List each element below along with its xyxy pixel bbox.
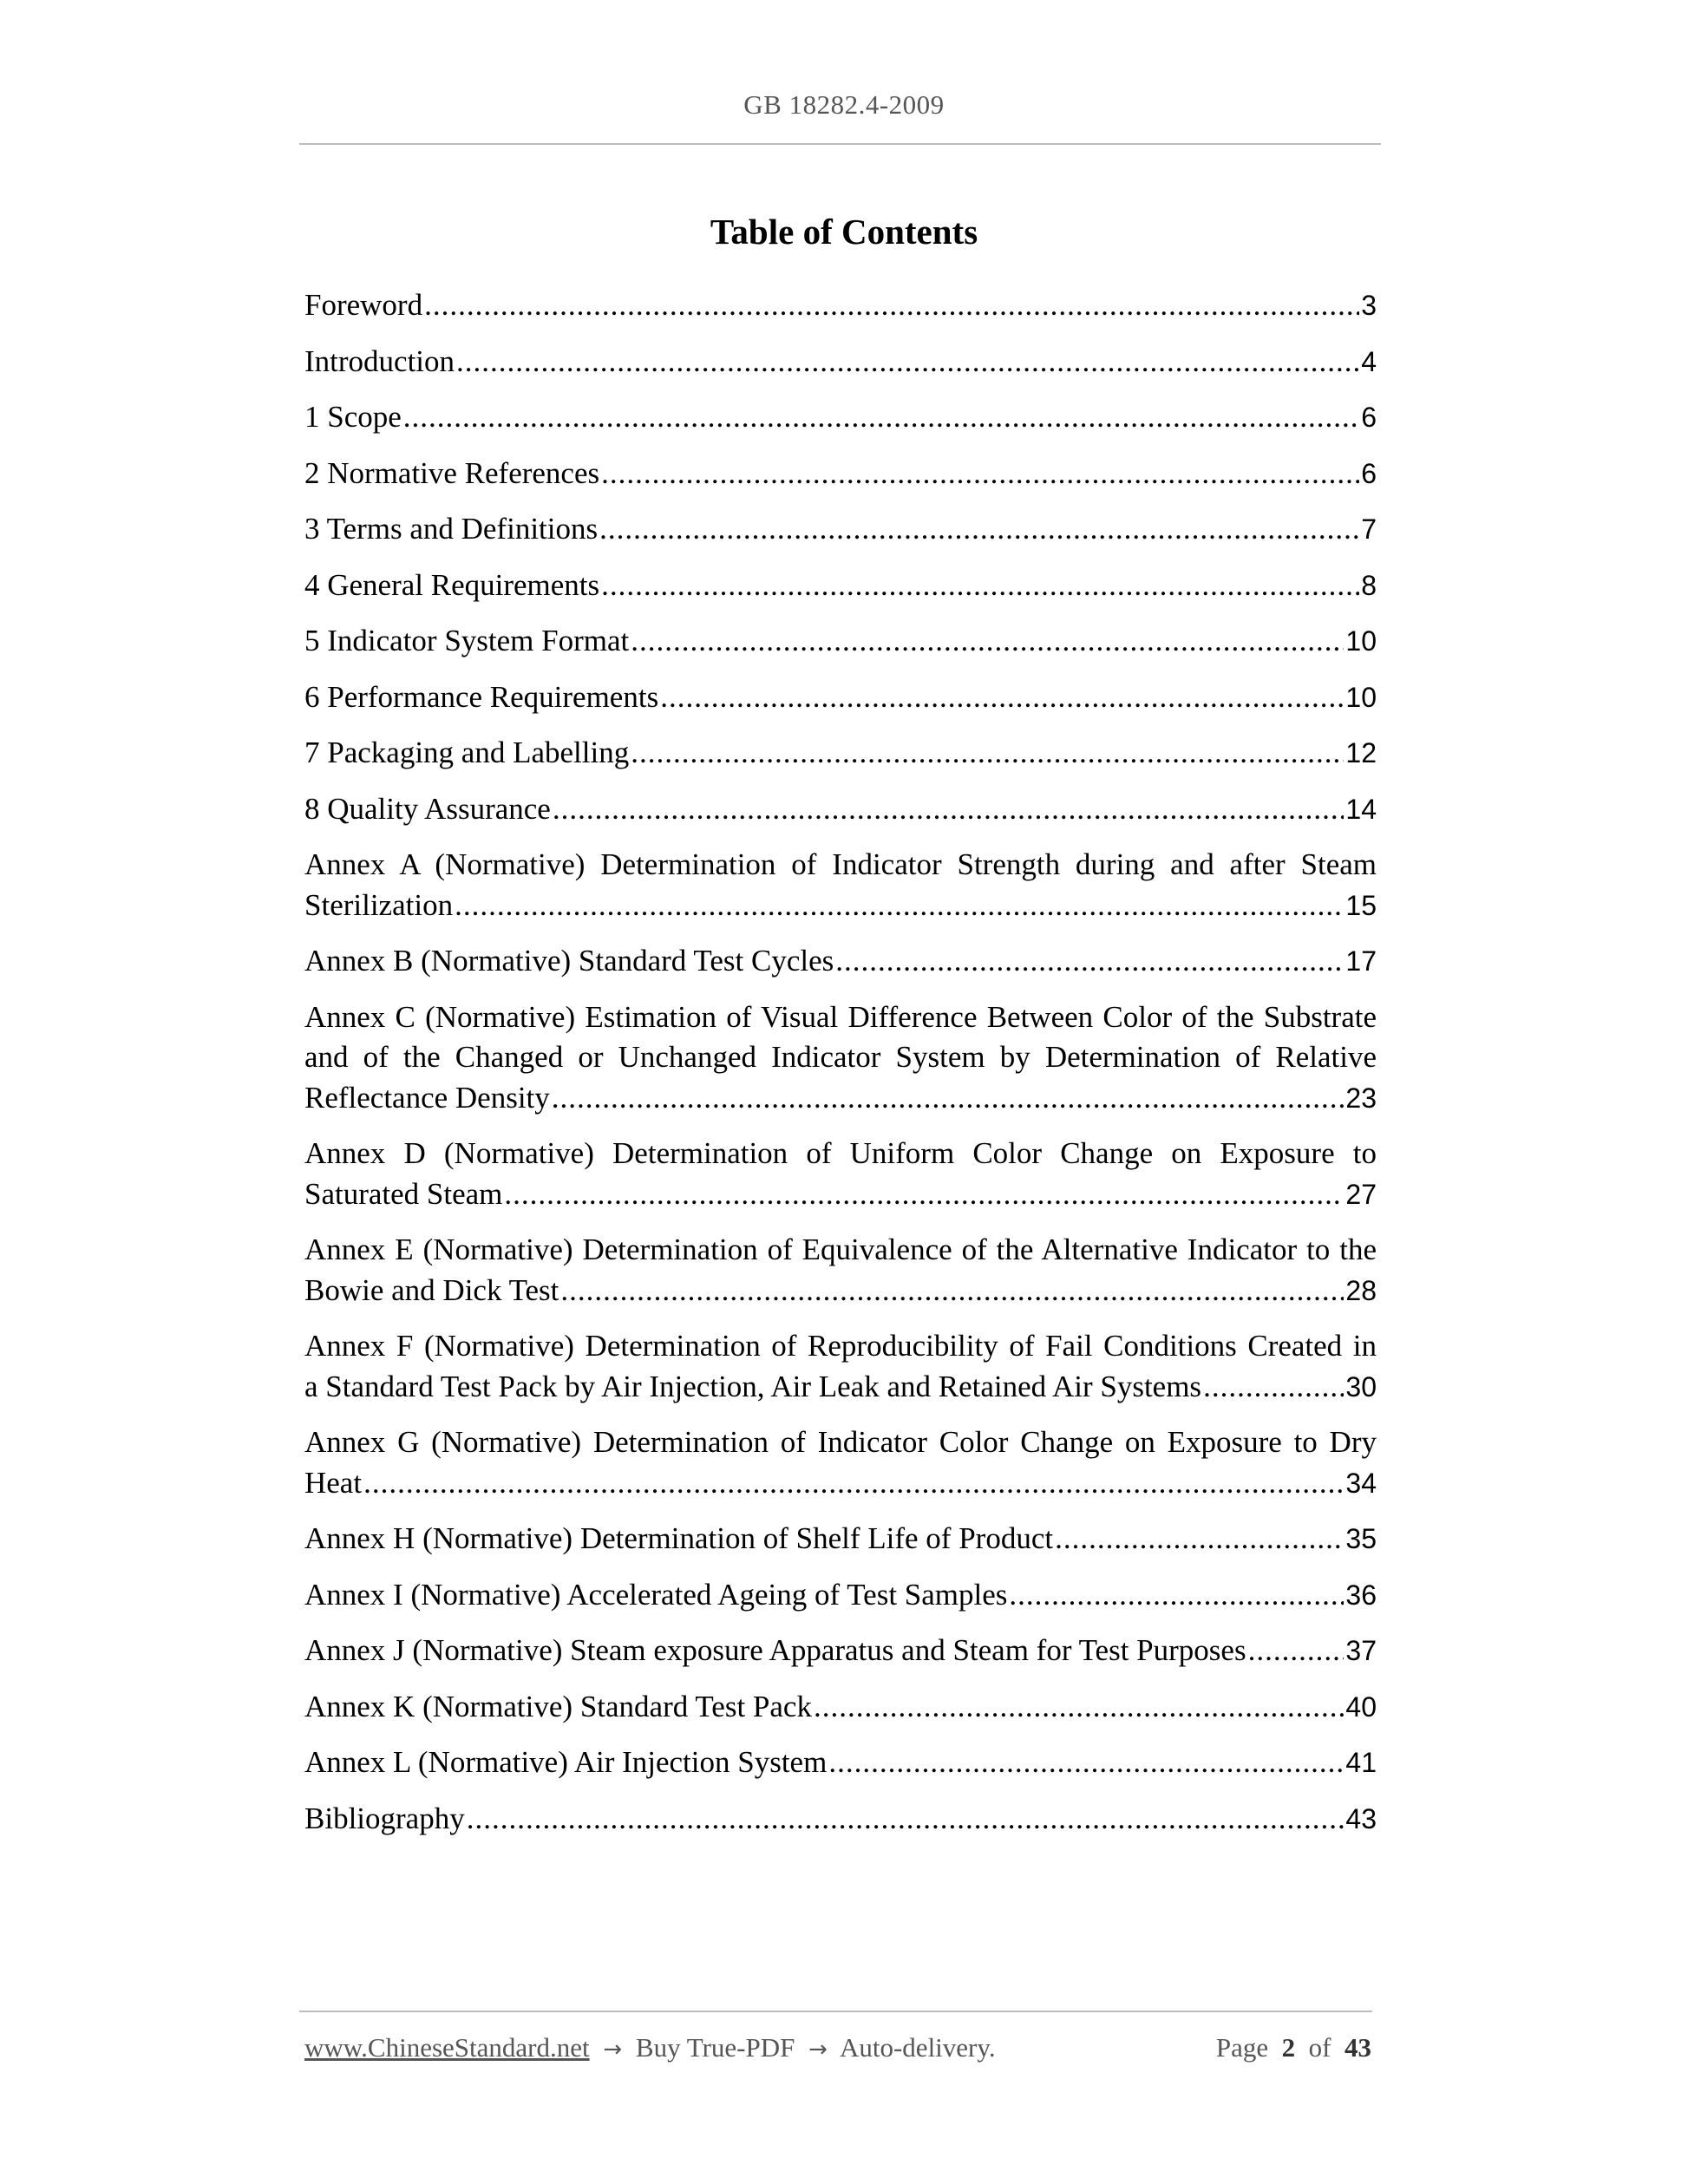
toc-entry-lead-text: Annex G (Normative) Determination of Indicator Color Change on Exposure to Dry bbox=[304, 1425, 1377, 1459]
toc-entry-page-number: 4 bbox=[1361, 345, 1377, 377]
page-footer bbox=[304, 2032, 1371, 2063]
toc-entry[interactable] bbox=[304, 285, 1377, 326]
toc-entry[interactable] bbox=[304, 1134, 1377, 1214]
toc-entry-page-number: 7 bbox=[1361, 513, 1377, 545]
toc-entry-page-number: 3 bbox=[1361, 290, 1377, 321]
toc-entry-page-number: 41 bbox=[1345, 1747, 1377, 1778]
toc-dot-leader bbox=[455, 886, 1344, 926]
toc-entry-lead-text: Annex C (Normative) Estimation of Visual Difference Between Color of the Substrate and of the Changed or Unchanged Indicator System by Determination of Relative bbox=[304, 999, 1377, 1074]
toc-dot-leader bbox=[601, 566, 1359, 606]
toc-entry-title: Annex I (Normative) Accelerated Ageing of Test Samples bbox=[304, 1577, 1008, 1612]
toc-dot-leader bbox=[363, 1463, 1344, 1504]
toc-entry-page-number: 6 bbox=[1361, 402, 1377, 433]
toc-entry-title: 4 General Requirements bbox=[304, 567, 600, 602]
page-word: Page bbox=[1215, 2032, 1269, 2063]
toc-entry-line bbox=[304, 342, 1377, 383]
toc-entry-lead-text: Annex A (Normative) Determination of Indicator Strength during and after Steam bbox=[304, 847, 1377, 881]
toc-dot-leader bbox=[601, 454, 1359, 494]
toc-entry-title: Heat bbox=[304, 1465, 363, 1500]
website-link[interactable]: www.ChineseStandard.net bbox=[304, 2032, 590, 2063]
toc-entry-title: 2 Normative References bbox=[304, 455, 600, 490]
toc-entry-page-number: 36 bbox=[1345, 1579, 1377, 1611]
toc-entry[interactable] bbox=[304, 1743, 1377, 1783]
toc-dot-leader bbox=[1203, 1367, 1344, 1408]
table-of-contents bbox=[304, 285, 1377, 1854]
toc-entry-page-number: 43 bbox=[1345, 1802, 1377, 1834]
toc-entry[interactable] bbox=[304, 677, 1377, 718]
toc-title: Table of Contents bbox=[710, 212, 978, 252]
toc-entry[interactable] bbox=[304, 1519, 1377, 1560]
toc-entry-title: Foreword bbox=[304, 288, 423, 322]
toc-entry-line bbox=[304, 1367, 1377, 1408]
toc-dot-leader bbox=[599, 509, 1359, 550]
toc-entry-page-number: 15 bbox=[1345, 889, 1377, 921]
toc-dot-leader bbox=[631, 621, 1344, 662]
toc-entry-page-number: 12 bbox=[1345, 737, 1377, 768]
toc-entry-line bbox=[304, 941, 1377, 982]
toc-entry-line bbox=[304, 1519, 1377, 1560]
toc-entry-title: 5 Indicator System Format bbox=[304, 624, 630, 657]
toc-entry-page-number: 28 bbox=[1345, 1274, 1377, 1306]
toc-entry-page-number: 6 bbox=[1361, 457, 1377, 489]
toc-entry-title: Annex J (Normative) Steam exposure Apparatus and Steam for Test Purposes bbox=[304, 1633, 1246, 1667]
auto-delivery-text: Auto-delivery. bbox=[839, 2032, 996, 2063]
toc-entry[interactable] bbox=[304, 997, 1377, 1119]
toc-dot-leader bbox=[1248, 1631, 1345, 1671]
toc-entry-title: 7 Packaging and Labelling bbox=[304, 736, 630, 769]
toc-entry-line bbox=[304, 1799, 1377, 1840]
toc-entry-lead-text: Annex D (Normative) Determination of Uniform Color Change on Exposure to bbox=[304, 1136, 1377, 1170]
toc-entry-line bbox=[304, 566, 1377, 606]
toc-dot-leader bbox=[660, 677, 1344, 718]
toc-entry[interactable] bbox=[304, 1422, 1377, 1503]
current-page: 2 bbox=[1281, 2032, 1296, 2063]
toc-entry-page-number: 27 bbox=[1345, 1178, 1377, 1210]
toc-entry[interactable] bbox=[304, 1230, 1377, 1311]
toc-entry[interactable] bbox=[304, 1631, 1377, 1671]
toc-dot-leader bbox=[504, 1174, 1344, 1215]
toc-dot-leader bbox=[403, 397, 1359, 438]
toc-entry-page-number: 8 bbox=[1361, 569, 1377, 601]
toc-entry-line bbox=[304, 397, 1377, 438]
toc-entry-line bbox=[304, 789, 1377, 830]
toc-entry-page-number: 30 bbox=[1345, 1370, 1377, 1403]
toc-entry[interactable] bbox=[304, 789, 1377, 830]
toc-dot-leader bbox=[467, 1799, 1345, 1840]
toc-entry[interactable] bbox=[304, 733, 1377, 774]
toc-entry[interactable] bbox=[304, 509, 1377, 550]
toc-entry-page-number: 10 bbox=[1345, 625, 1377, 657]
toc-dot-leader bbox=[1055, 1519, 1344, 1560]
toc-entry-line bbox=[304, 677, 1377, 718]
arrow-right-icon: → bbox=[603, 2037, 623, 2063]
toc-entry-title: 3 Terms and Definitions bbox=[304, 512, 599, 546]
toc-entry-title: Saturated Steam bbox=[304, 1176, 503, 1211]
toc-entry-line bbox=[304, 1463, 1377, 1504]
toc-entry-line bbox=[304, 1631, 1377, 1671]
toc-entry-line bbox=[304, 509, 1377, 550]
toc-entry-title: Bowie and Dick Test bbox=[304, 1272, 559, 1307]
of-word: of bbox=[1308, 2032, 1331, 2063]
toc-entry-line bbox=[304, 285, 1377, 326]
toc-entry[interactable] bbox=[304, 941, 1377, 982]
toc-dot-leader bbox=[814, 1687, 1344, 1728]
toc-entry-title: a Standard Test Pack by Air Injection, Air Leak and Retained Air Systems bbox=[304, 1369, 1202, 1403]
toc-entry[interactable] bbox=[304, 621, 1377, 662]
page-number bbox=[1216, 2032, 1371, 2063]
toc-entry-line bbox=[304, 1271, 1377, 1311]
toc-entry-title: Bibliography bbox=[304, 1801, 465, 1835]
toc-entry-page-number: 34 bbox=[1345, 1467, 1377, 1499]
toc-entry-title: Annex K (Normative) Standard Test Pack bbox=[304, 1689, 812, 1723]
header-divider bbox=[299, 143, 1381, 145]
toc-entry-title: 6 Performance Requirements bbox=[304, 679, 659, 714]
toc-entry[interactable] bbox=[304, 566, 1377, 606]
toc-entry-page-number: 35 bbox=[1345, 1523, 1377, 1554]
toc-entry[interactable] bbox=[304, 845, 1377, 925]
toc-dot-leader bbox=[1009, 1575, 1344, 1616]
toc-entry-page-number: 23 bbox=[1345, 1082, 1377, 1114]
toc-entry-title: Annex L (Normative) Air Injection System bbox=[304, 1745, 828, 1779]
toc-entry-line bbox=[304, 1687, 1377, 1728]
toc-dot-leader bbox=[552, 1078, 1345, 1119]
toc-entry-line bbox=[304, 733, 1377, 774]
toc-entry-line bbox=[304, 1575, 1377, 1616]
toc-entry-title: Introduction bbox=[304, 343, 455, 378]
toc-dot-leader bbox=[835, 941, 1344, 982]
toc-dot-leader bbox=[560, 1271, 1344, 1311]
toc-entry[interactable] bbox=[304, 454, 1377, 494]
toc-entry-page-number: 14 bbox=[1345, 793, 1377, 825]
document-header-title: GB 18282.4-2009 bbox=[743, 89, 945, 120]
arrow-right-icon: → bbox=[808, 2037, 828, 2063]
toc-entry[interactable] bbox=[304, 1687, 1377, 1728]
toc-dot-leader bbox=[424, 285, 1359, 326]
toc-entry-line bbox=[304, 454, 1377, 494]
toc-entry[interactable] bbox=[304, 1799, 1377, 1840]
toc-entry-line bbox=[304, 1078, 1377, 1119]
buy-pdf-text: Buy True-PDF bbox=[635, 2032, 795, 2063]
toc-dot-leader bbox=[828, 1743, 1344, 1783]
toc-entry-page-number: 37 bbox=[1345, 1635, 1377, 1666]
toc-entry-lead-text: Annex F (Normative) Determination of Reproducibility of Fail Conditions Created in bbox=[304, 1329, 1377, 1363]
toc-entry-title: 8 Quality Assurance bbox=[304, 791, 551, 826]
toc-entry-line bbox=[304, 1174, 1377, 1215]
toc-dot-leader bbox=[553, 789, 1345, 830]
toc-entry-lead-text: Annex E (Normative) Determination of Equivalence of the Alternative Indicator to the bbox=[304, 1233, 1377, 1266]
toc-entry-title: Annex H (Normative) Determination of Shelf Life of Product bbox=[304, 1521, 1054, 1555]
toc-entry-line bbox=[304, 886, 1377, 926]
toc-entry-title: 1 Scope bbox=[304, 400, 402, 434]
toc-entry-page-number: 40 bbox=[1345, 1690, 1377, 1723]
toc-entry-title: Reflectance Density bbox=[304, 1080, 550, 1115]
toc-entry-line bbox=[304, 621, 1377, 662]
toc-entry[interactable] bbox=[304, 397, 1377, 438]
toc-dot-leader bbox=[631, 733, 1344, 774]
total-pages: 43 bbox=[1345, 2032, 1371, 2063]
toc-entry[interactable] bbox=[304, 1326, 1377, 1407]
toc-entry-line bbox=[304, 1743, 1377, 1783]
toc-entry-page-number: 10 bbox=[1345, 681, 1377, 713]
toc-entry[interactable] bbox=[304, 1575, 1377, 1616]
toc-entry-title: Sterilization bbox=[304, 887, 454, 922]
toc-dot-leader bbox=[456, 342, 1359, 383]
toc-entry-title: Annex B (Normative) Standard Test Cycles bbox=[304, 944, 834, 978]
toc-entry-page-number: 17 bbox=[1345, 945, 1377, 977]
footer-promo bbox=[304, 2032, 996, 2063]
toc-entry[interactable] bbox=[304, 342, 1377, 383]
footer-divider bbox=[299, 2011, 1372, 2012]
